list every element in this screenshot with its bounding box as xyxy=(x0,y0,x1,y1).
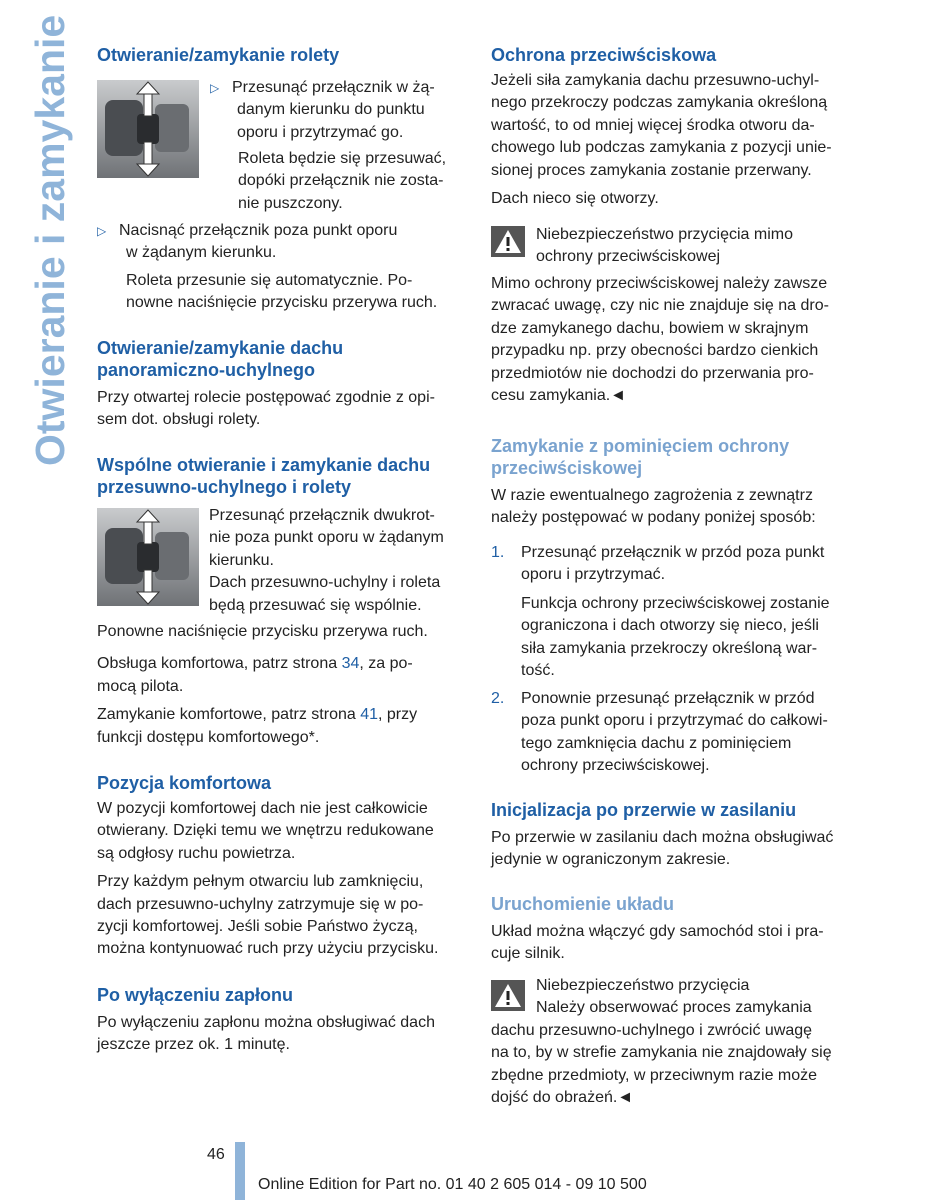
wspolne-text-1: Przesunąć przełącznik dwukrot- nie poza punkt oporu w żądanym kierunku. Dach przesuwno-uchylny i roleta będą przesuwać się wspólnie. xyxy=(209,507,444,614)
roof-switch-image-2 xyxy=(97,508,199,606)
bullet-triangle-icon: ▷ xyxy=(97,224,107,238)
warning-icon xyxy=(491,980,525,1011)
uruchomienie-warning-title: Niebezpieczeństwo przycięcia Należy obserwować proces zamykania xyxy=(536,977,812,1017)
footer-accent-bar xyxy=(235,1142,245,1200)
ochrona-warning-body: Mimo ochrony przeciwściskowej należy zawsze zwracać uwagę, czy nic nie znajduje się na dro- dze zamykanego dachu, bowiem w skrajnym przypadku np. przy obecności bardzo cienkich przedmiotów nie dochodzi do przerwania pro- cesu zamykania.◄ xyxy=(491,275,829,405)
page-link-41[interactable]: 41 xyxy=(360,706,379,724)
heading-roleta: Otwieranie/zamykanie rolety xyxy=(97,45,340,65)
uruchomienie-warning-body: dachu przesuwno-uchylnego i zwrócić uwagę na to, by w strefie zamykania nie znajdowały się zbędne przedmioty, w przeciwnym razie może dojść do obrażeń.◄ xyxy=(491,1022,832,1107)
step-2: 2. Ponownie przesunąć przełącznik w przód poza punkt oporu i przytrzymać do całkowi- tego zamknięcia dachu z pominięciem ochrony przeciwściskowej. xyxy=(491,690,828,775)
section-ochrona: Ochrona przeciwściskowa Jeżeli siła zamykania dachu przesuwno-uchyl- nego przekroczy podczas zamykania określoną wartość, to od mniej więcej środka otworu da- chowego lub podczas zamykania z pozycji unie- sionej proces zamykania zostanie przerwany. Dach nieco się otworzy. xyxy=(491,45,832,208)
section-dach: Otwieranie/zamykanie dachu panoramiczno-uchylnego Przy otwartej rolecie postępować zgodnie z opi- sem dot. obsługi rolety. xyxy=(97,338,435,429)
roleta-note-2: Roleta przesunie się automatycznie. Po- nowne naciśnięcie przycisku przerywa ruch. xyxy=(126,272,438,312)
page-number: 46 xyxy=(207,1146,225,1163)
roof-switch-image xyxy=(97,80,199,178)
section-pozycja: Pozycja komfortowa W pozycji komfortowej dach nie jest całkowicie otwierany. Dzięki temu we wnętrzu redukowane są odgłosy ruchu powietrza. Przy każdym pełnym otwarciu lub zamknięciu, dach przesuwno-uchylny zatrzymuje się w po- zycji komfortowej. Jeśli sobie Państwo życzą, można kontynuować ruch przy użyciu przycisku. xyxy=(97,773,439,958)
section-wspolne: Wspólne otwieranie i zamykanie dachu przesuwno-uchylnego i rolety xyxy=(97,455,431,497)
side-section-title: Otwieranie i zamykanie xyxy=(27,14,73,466)
section-uruchomienie: Uruchomienie układu Układ można włączyć gdy samochód stoi i pra- cuje silnik. xyxy=(491,894,824,963)
section-zaplon: Po wyłączeniu zapłonu Po wyłączeniu zapłonu można obsługiwać dach jeszcze przez ok. 1 minutę. xyxy=(97,985,435,1054)
roleta-note-1: Roleta będzie się przesuwać, dopóki przełącznik nie zosta- nie puszczony. xyxy=(238,150,447,212)
roleta-bullet-1: ▷ Przesunąć przełącznik w żą- danym kierunku do punktu oporu i przytrzymać go. xyxy=(210,79,435,141)
wspolne-text-2: Ponowne naciśnięcie przycisku przerywa ruch. Obsługa komfortowa, patrz strona 34, za po- mocą pilota. Zamykanie komfortowe, patrz strona 41, przy funkcji dostępu komfortowego*. xyxy=(97,623,428,746)
roleta-bullet-2: ▷ Nacisnąć przełącznik poza punkt oporu w żądanym kierunku. xyxy=(97,222,398,262)
footer-online-edition: Online Edition for Part no. 01 40 2 605 014 - 09 10 500 xyxy=(258,1176,647,1193)
section-inicjalizacja: Inicjalizacja po przerwie w zasilaniu Po przerwie w zasilaniu dach można obsługiwać jedynie w ograniczonym zakresie. xyxy=(491,800,834,869)
section-pominiecie: Zamykanie z pominięciem ochrony przeciwściskowej W razie ewentualnego zagrożenia z zewnątrz należy postępować w podany poniżej sposób: xyxy=(491,436,816,527)
bullet-triangle-icon: ▷ xyxy=(210,81,220,95)
step-1: 1. Przesunąć przełącznik w przód poza punkt oporu i przytrzymać. Funkcja ochrony przeciwściskowej zostanie ograniczona i dach otworzy się nieco, jeśli siła zamykania przekroczy określoną war- tość. xyxy=(491,544,830,680)
warning-icon xyxy=(491,226,525,257)
ochrona-warning-text: Niebezpieczeństwo przycięcia mimo ochrony przeciwściskowej xyxy=(536,226,793,266)
page-link-34[interactable]: 34 xyxy=(341,655,360,673)
